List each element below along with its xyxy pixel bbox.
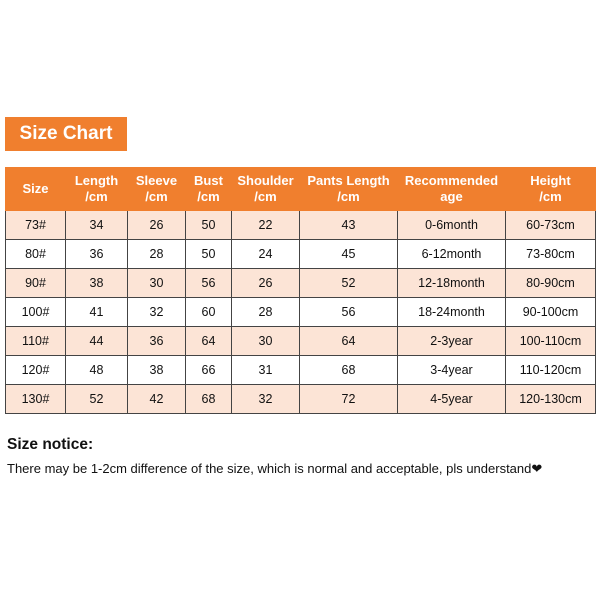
table-cell: 120-130cm <box>506 385 596 414</box>
table-cell: 68 <box>300 356 398 385</box>
table-cell: 100# <box>6 298 66 327</box>
table-cell: 34 <box>66 211 128 240</box>
table-cell: 12-18month <box>398 269 506 298</box>
column-header-line1: Length <box>74 173 119 188</box>
column-header <box>66 168 128 211</box>
table-row <box>6 240 596 269</box>
table-cell: 22 <box>232 211 300 240</box>
column-header-line2: /cm <box>145 189 168 204</box>
table-cell: 36 <box>66 240 128 269</box>
table-cell: 52 <box>300 269 398 298</box>
table-cell: 48 <box>66 356 128 385</box>
column-header-line1: Bust <box>194 173 223 188</box>
table-cell: 18-24month <box>398 298 506 327</box>
table-cell: 73-80cm <box>506 240 596 269</box>
column-header-line2: /cm <box>539 189 562 204</box>
column-header-line2: /cm <box>337 189 360 204</box>
table-cell: 68 <box>186 385 232 414</box>
column-header-line1: Height <box>530 173 571 188</box>
table-cell: 130# <box>6 385 66 414</box>
size-notice-text: There may be 1-2cm difference of the size, which is normal and acceptable, pls understand❤ <box>7 461 543 476</box>
table-row <box>6 356 596 385</box>
size-chart-title: Size Chart <box>5 117 127 151</box>
table-cell: 52 <box>66 385 128 414</box>
column-header-line1: Pants Length <box>307 173 390 188</box>
table-cell: 45 <box>300 240 398 269</box>
table-cell: 28 <box>232 298 300 327</box>
table-cell: 64 <box>186 327 232 356</box>
table-cell: 38 <box>66 269 128 298</box>
table-cell: 3-4year <box>398 356 506 385</box>
table-cell: 50 <box>186 240 232 269</box>
table-cell: 44 <box>66 327 128 356</box>
table-cell: 72 <box>300 385 398 414</box>
table-cell: 43 <box>300 211 398 240</box>
table-cell: 100-110cm <box>506 327 596 356</box>
table-cell: 41 <box>66 298 128 327</box>
table-cell: 6-12month <box>398 240 506 269</box>
table-cell: 90-100cm <box>506 298 596 327</box>
table-row <box>6 269 596 298</box>
table-cell: 60-73cm <box>506 211 596 240</box>
table-cell: 26 <box>232 269 300 298</box>
column-header <box>300 168 398 211</box>
column-header-line1: Size <box>22 181 49 196</box>
table-cell: 66 <box>186 356 232 385</box>
column-header-line2: /cm <box>254 189 277 204</box>
column-header-line2: /cm <box>197 189 220 204</box>
column-header <box>186 168 232 211</box>
table-cell: 56 <box>186 269 232 298</box>
table-cell: 31 <box>232 356 300 385</box>
column-header-line2: age <box>440 189 463 204</box>
table-cell: 0-6month <box>398 211 506 240</box>
size-notice-title: Size notice: <box>7 436 94 453</box>
column-header <box>398 168 506 211</box>
table-cell: 42 <box>128 385 186 414</box>
table-row <box>6 385 596 414</box>
size-table <box>5 167 596 414</box>
table-cell: 4-5year <box>398 385 506 414</box>
table-row <box>6 327 596 356</box>
table-cell: 36 <box>128 327 186 356</box>
column-header-line2: /cm <box>85 189 108 204</box>
table-cell: 110-120cm <box>506 356 596 385</box>
table-cell: 90# <box>6 269 66 298</box>
column-header-line1: Shoulder <box>237 173 294 188</box>
table-row <box>6 298 596 327</box>
table-cell: 80# <box>6 240 66 269</box>
table-cell: 32 <box>128 298 186 327</box>
table-cell: 24 <box>232 240 300 269</box>
column-header <box>506 168 596 211</box>
column-header <box>232 168 300 211</box>
column-header-line1: Sleeve <box>135 173 178 188</box>
table-header-row <box>6 168 596 211</box>
table-body <box>6 211 596 414</box>
table-cell: 32 <box>232 385 300 414</box>
table-cell: 60 <box>186 298 232 327</box>
table-cell: 30 <box>232 327 300 356</box>
column-header <box>6 168 66 211</box>
column-header <box>128 168 186 211</box>
table-cell: 73# <box>6 211 66 240</box>
table-cell: 2-3year <box>398 327 506 356</box>
table-cell: 56 <box>300 298 398 327</box>
table-cell: 26 <box>128 211 186 240</box>
column-header-line1: Recommended <box>404 173 499 188</box>
table-cell: 50 <box>186 211 232 240</box>
table-cell: 120# <box>6 356 66 385</box>
table-cell: 30 <box>128 269 186 298</box>
table-cell: 80-90cm <box>506 269 596 298</box>
table-cell: 38 <box>128 356 186 385</box>
table-cell: 28 <box>128 240 186 269</box>
table-cell: 110# <box>6 327 66 356</box>
table-row <box>6 211 596 240</box>
table-cell: 64 <box>300 327 398 356</box>
